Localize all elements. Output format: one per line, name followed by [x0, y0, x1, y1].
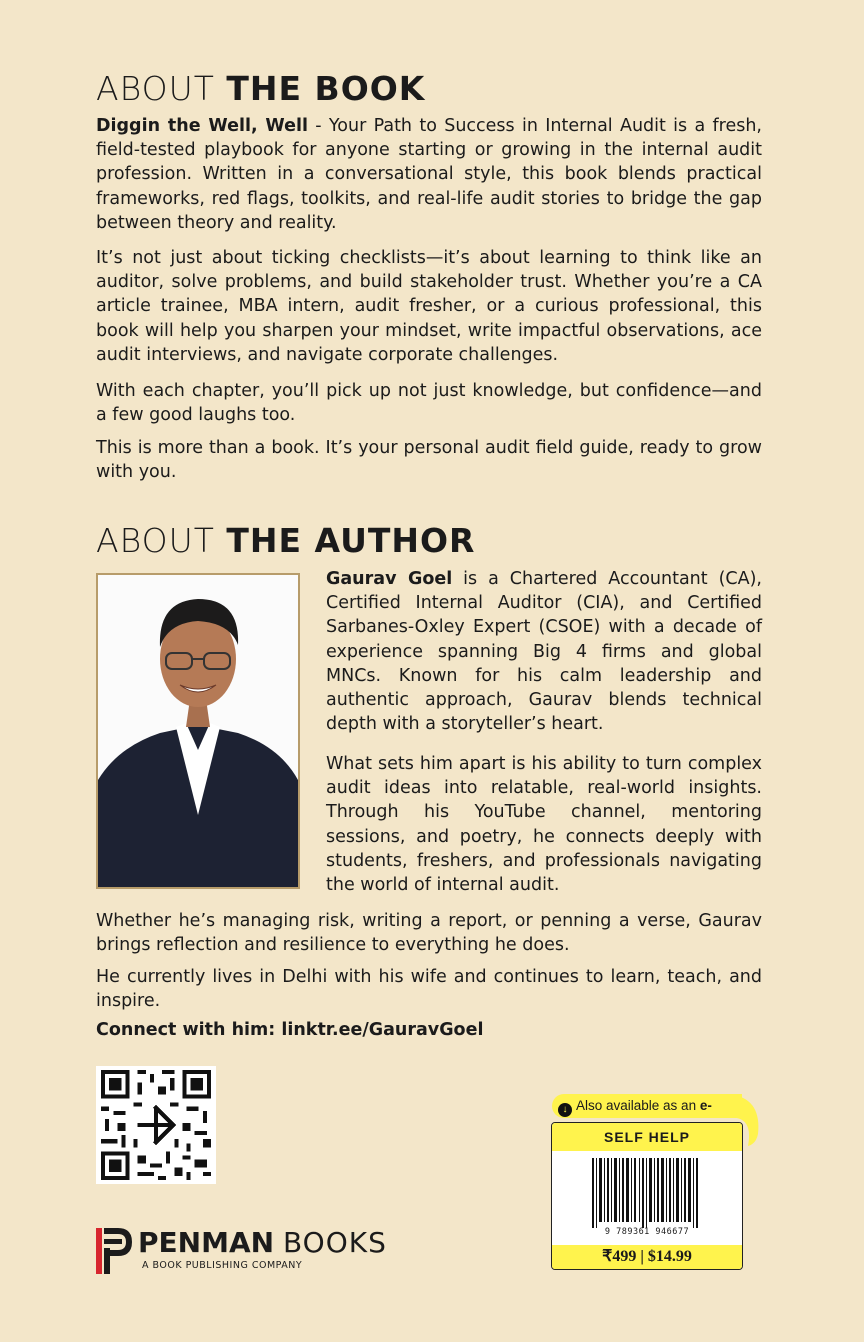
category-label: SELF HELP: [552, 1123, 742, 1151]
penman-logo-icon: [96, 1226, 136, 1276]
author-name: Gaurav Goel: [326, 569, 453, 589]
book-paragraph-1: Diggin the Well, Well - Your Path to Success in Internal Audit is a fresh, field-tested playbook for anyone starting or growing in the internal audit profession. Written in a conversational style, this book blends practical frameworks, red flags, toolkits, and real-life audit stories to bridge the gap between theory and reality.: [96, 116, 762, 233]
author-paragraph-4: He currently lives in Delhi with his wife and continues to learn, teach, and inspire.: [96, 967, 762, 1012]
ebook-banner: ↓ Also available as an e-: [552, 1094, 742, 1118]
author-photo: [96, 573, 300, 889]
download-icon: ↓: [558, 1103, 572, 1117]
publisher-name: PENMAN BOOKS: [138, 1226, 387, 1259]
isbn-number: 9 789361 946677: [604, 1227, 690, 1237]
connect-link[interactable]: Connect with him: linktr.ee/GauravGoel: [96, 1020, 484, 1040]
author-paragraph-3: Whether he’s managing risk, writing a report, or penning a verse, Gaurav brings reflection and resilience to everything he does.: [96, 911, 762, 956]
author-paragraph-1: Gaurav Goel is a Chartered Accountant (CA), Certified Internal Auditor (CIA), and Certified Sarbanes-Oxley Expert (CSOE) with a decade of experience spanning Big 4 firms and global MNCs. Known for his calm leadership and authentic approach, Gaurav blends technical depth with a storyteller’s heart.: [326, 569, 762, 735]
publisher-tagline: A BOOK PUBLISHING COMPANY: [142, 1260, 303, 1271]
qr-code[interactable]: [96, 1066, 216, 1184]
price-label: ₹499 | $14.99: [552, 1245, 742, 1269]
about-author-heading: ABOUT THE AUTHOR: [96, 521, 476, 560]
book-paragraph-2: It’s not just about ticking checklists—it’s about learning to think like an auditor, solve problems, and build stakeholder trust. Whether you’re a CA article trainee, MBA intern, audit fresher, or a curious professional, this book will help you sharpen your mindset, write impactful observations, ace audit interviews, and navigate corporate challenges.: [96, 248, 762, 365]
about-book-heading: ABOUT THE BOOK: [96, 69, 426, 108]
publisher-logo: [96, 1226, 426, 1278]
barcode-icon: [592, 1158, 700, 1228]
book-title-inline: Diggin the Well, Well: [96, 116, 308, 136]
book-paragraph-3: With each chapter, you’ll pick up not just knowledge, but confidence—and a few good laughs too.: [96, 381, 762, 426]
barcode-box: [551, 1122, 743, 1270]
author-paragraph-2: What sets him apart is his ability to turn complex audit ideas into relatable, real-world insights. Through his YouTube channel, mentoring sessions, and poetry, he connects deeply with students, freshers, and professionals navigating the world of internal audit.: [326, 754, 762, 896]
book-paragraph-4: This is more than a book. It’s your personal audit field guide, ready to grow with you.: [96, 438, 762, 483]
